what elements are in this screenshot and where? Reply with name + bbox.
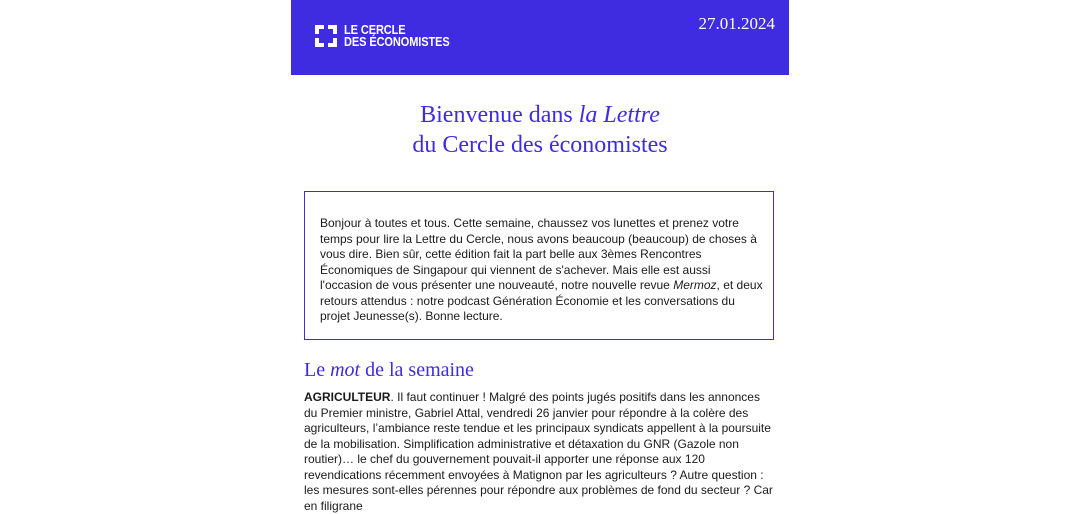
cercle-logo-wordmark [344,24,450,49]
logo-line-1: LE CERCLE [344,22,406,37]
welcome-line-1 [291,100,789,130]
intro-box [304,191,774,340]
intro-text-part-1: Bonjour à toutes et tous. Cette semaine, chaussez vos lunettes et prenez votre temps pour lire la Lettre du Cercle, nous avons beaucoup (beaucoup) de choses à vous dire. Bien sûr, cette édition fait la part belle aux 3èmes Rencontres Économiques de Singapour qui viennent de s'achever. Mais elle est aussi l'occasion de vous présenter une nouveauté, notre nouvelle revue [320,216,757,292]
welcome-prefix: Bienvenue dans [420,102,579,128]
welcome-line-2: du Cercle des économistes [412,132,668,158]
welcome-italic: la Lettre [578,102,660,128]
intro-text [320,216,765,325]
word-title-italic: mot [330,359,361,381]
word-keyword: AGRICULTEUR [304,390,391,404]
cercle-logo[interactable] [313,23,464,49]
intro-text-part-2: , et deux retours attendus : notre podcast Génération Économie et les conversations du projet Jeunesse(s). Bonne lecture. [320,278,763,323]
intro-revue-name: Mermoz [673,278,717,292]
newsletter [291,0,789,513]
welcome-heading [291,100,789,160]
word-title-prefix: Le [304,359,331,381]
logo-line-2: DES ÉCONOMISTES [344,35,450,49]
word-title-suffix: de la semaine [360,359,474,381]
word-body-text: . Il faut continuer ! Malgré des points jugés positifs dans les annonces du Premier ministre, Gabriel Attal, vendredi 26 janvier pour répondre à la colère des agriculteurs, l’ambiance reste tendue et les principaux syndicats appellent à la poursuite de la mobilisation. Simplification administrative et détaxation du GNR (Gazole non routier)… le chef du gouvernement pouvait-il apporter une réponse aux 120 revendications récemment envoyées à Matignon par les agriculteurs ? Autre question : les mesures sont-elles pérennes pour répondre aux problèmes de fond du secteur ? Car en filigrane [304,390,773,513]
issue-date: 27.01.2024 [698,14,775,33]
word-of-week-body [304,390,776,514]
cercle-logo-icon [313,23,339,49]
newsletter-header [291,0,789,75]
word-of-week-title [304,358,474,382]
